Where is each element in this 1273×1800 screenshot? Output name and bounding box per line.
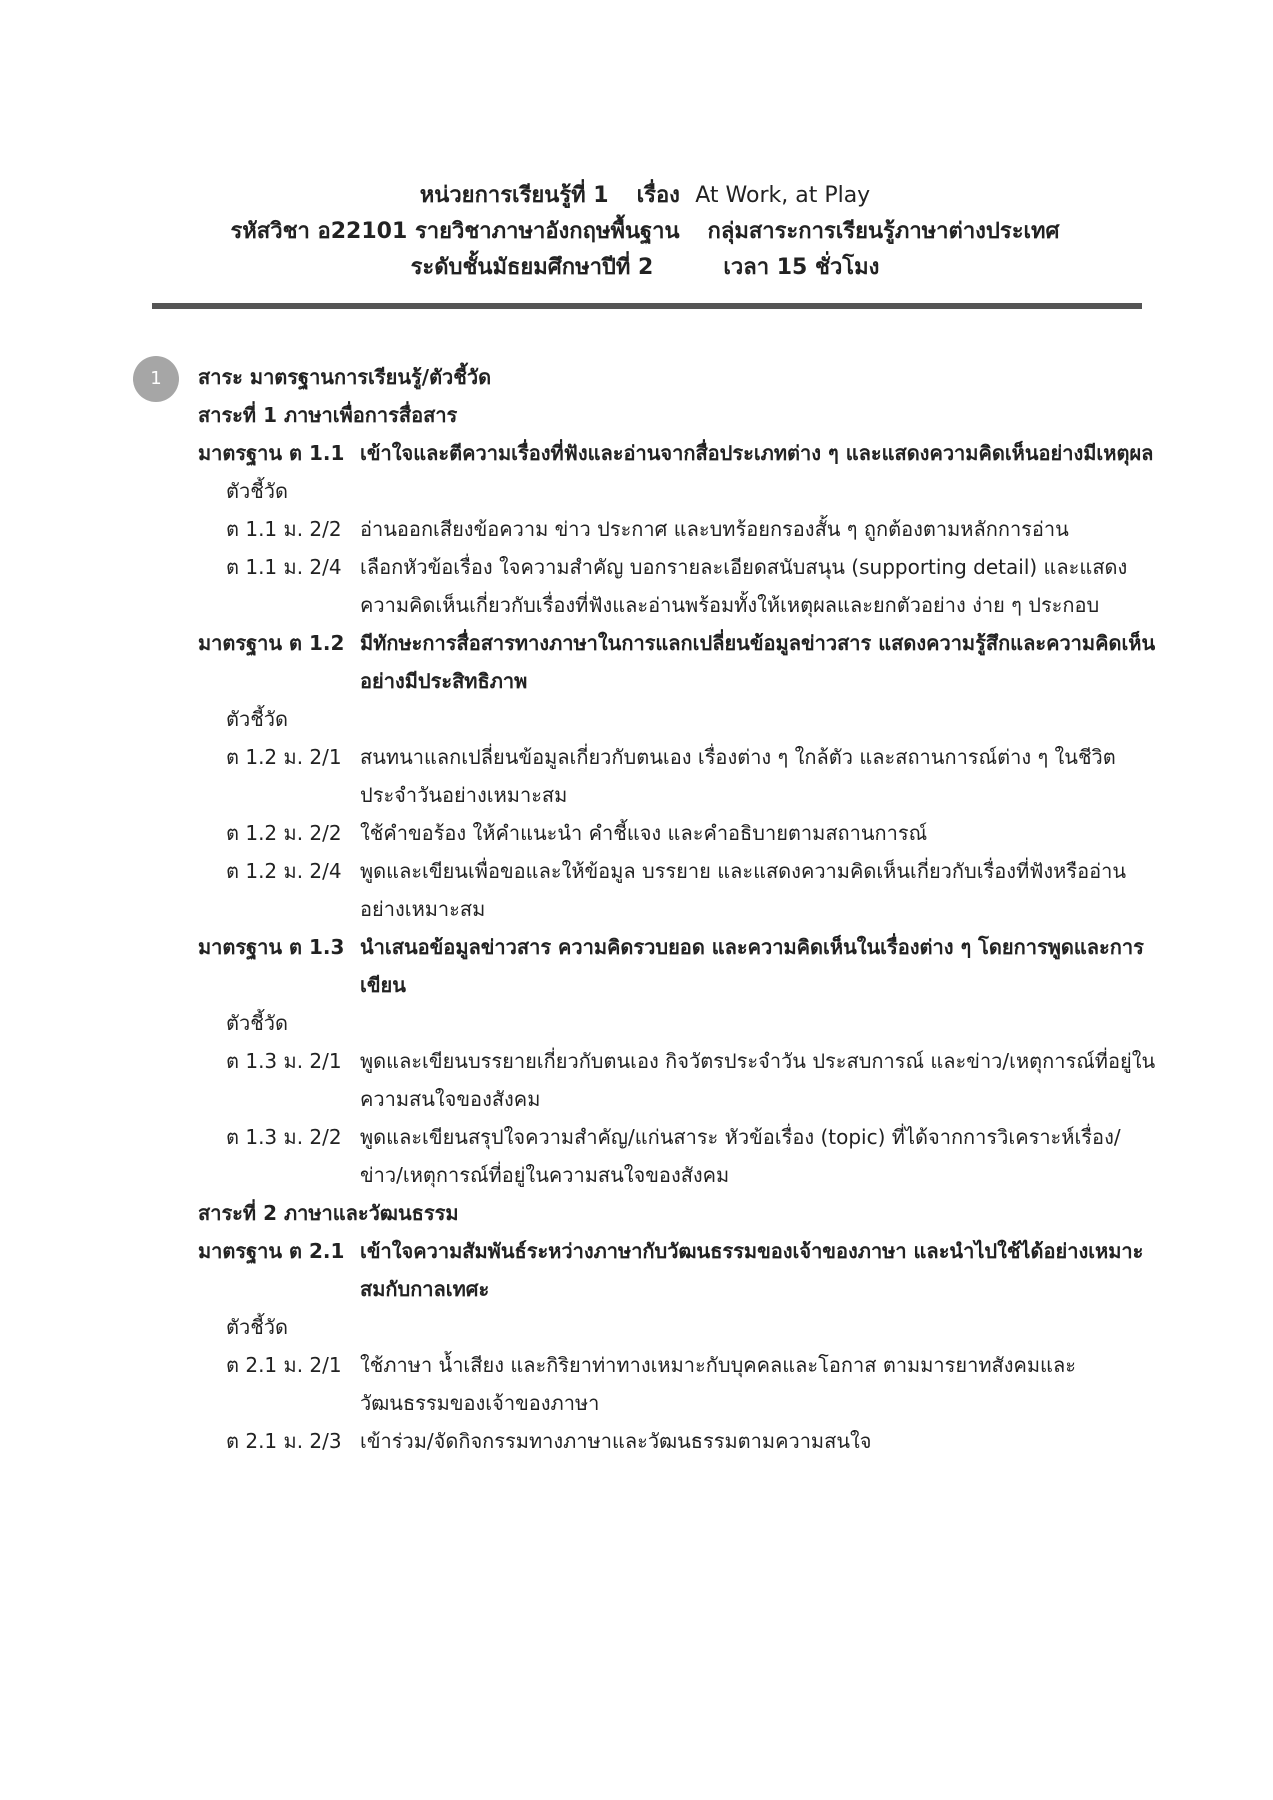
strand-title: สาระที่ 1 ภาษาเพื่อการสื่อสาร [198,403,458,427]
standard [198,1232,1158,1308]
indicator [198,548,1158,624]
level-line [150,250,1140,286]
indicator-code: ต 2.1 ม. 2/3 [226,1429,342,1453]
indicators-label: ตัวชี้วัด [226,1315,289,1339]
standard-text: เข้าใจความสัมพันธ์ระหว่างภาษากับวัฒนธรรมของเจ้าของภาษา และนำไปใช้ได้อย่างเหมาะสมกับกาลเทศะ [360,1239,1144,1301]
duration: เวลา 15 ชั่วโมง [723,255,880,280]
unit-label: หน่วยการเรียนรู้ที่ 1 [419,183,609,208]
indicators-label: ตัวชี้วัด [226,479,289,503]
indicator-code: ต 1.3 ม. 2/1 [226,1049,342,1073]
indicator [198,1042,1158,1118]
standard-code: มาตรฐาน ต 1.3 [198,935,345,959]
indicator-code: ต 1.3 ม. 2/2 [226,1125,342,1149]
indicator-text: เข้าร่วม/จัดกิจกรรมทางภาษาและวัฒนธรรมตามความสนใจ [360,1429,872,1453]
indicator-code: ต 1.1 ม. 2/2 [226,517,342,541]
standard [198,624,1158,700]
topic-name: At Work, at Play [695,183,871,208]
indicator-text: พูดและเขียนสรุปใจความสำคัญ/แก่นสาระ หัวข้อเรื่อง (topic) ที่ได้จากการวิเคราะห์เรื่อง/ข่าว/เหตุการณ์ที่อยู่ในความสนใจของสังคม [360,1125,1121,1187]
section-number-badge: 1 [133,356,179,402]
course-line [150,214,1140,250]
indicator [198,1118,1158,1194]
indicator-text: ใช้ภาษา น้ำเสียง และกิริยาท่าทางเหมาะกับบุคคลและโอกาส ตามมารยาทสังคมและวัฒนธรรมของเจ้าของภาษา [360,1353,1076,1415]
grade-level: ระดับชั้นมัธยมศึกษาปีที่ 2 [410,255,654,280]
indicator [198,814,1158,852]
indicator [198,1422,1158,1460]
indicator [198,1346,1158,1422]
standard [198,928,1158,1004]
unit-title-line [150,178,1140,214]
subject-group: กลุ่มสาระการเรียนรู้ภาษาต่างประเทศ [707,219,1060,244]
indicator-text: ใช้คำขอร้อง ให้คำแนะนำ คำชี้แจง และคำอธิบายตามสถานการณ์ [360,821,928,845]
indicator-text: เลือกหัวข้อเรื่อง ใจความสำคัญ บอกรายละเอียดสนับสนุน (supporting detail) และแสดงความคิดเห็นเกี่ยวกับเรื่องที่ฟังและอ่านพร้อมทั้งให้เหตุผลและยกตัวอย่าง ง่าย ๆ ประกอบ [360,555,1128,617]
standard-text: เข้าใจและตีความเรื่องที่ฟังและอ่านจากสื่อประเภทต่าง ๆ และแสดงความคิดเห็นอย่างมีเหตุผล [360,441,1154,465]
indicator-text: สนทนาแลกเปลี่ยนข้อมูลเกี่ยวกับตนเอง เรื่องต่าง ๆ ใกล้ตัว และสถานการณ์ต่าง ๆ ในชีวิตประจำวันอย่างเหมาะสม [360,745,1116,807]
indicator-text: พูดและเขียนบรรยายเกี่ยวกับตนเอง กิจวัตรประจำวัน ประสบการณ์ และข่าว/เหตุการณ์ที่อยู่ในความสนใจของสังคม [360,1049,1156,1111]
indicator [198,852,1158,928]
standard [198,434,1158,472]
indicator-text: พูดและเขียนเพื่อขอและให้ข้อมูล บรรยาย และแสดงความคิดเห็นเกี่ยวกับเรื่องที่ฟังหรืออ่านอย่างเหมาะสม [360,859,1127,921]
indicator-code: ต 1.2 ม. 2/4 [226,859,342,883]
indicator-code: ต 1.2 ม. 2/1 [226,745,342,769]
indicator [198,510,1158,548]
topic-label: เรื่อง [636,183,680,208]
standard-code: มาตรฐาน ต 1.2 [198,631,345,655]
indicator [198,738,1158,814]
section-title: สาระ มาตรฐานการเรียนรู้/ตัวชี้วัด [198,365,492,389]
indicator-code: ต 1.1 ม. 2/4 [226,555,342,579]
standard-code: มาตรฐาน ต 1.1 [198,441,345,465]
indicator-code: ต 1.2 ม. 2/2 [226,821,342,845]
indicators-label: ตัวชี้วัด [226,1011,289,1035]
standard-code: มาตรฐาน ต 2.1 [198,1239,345,1263]
indicators-label: ตัวชี้วัด [226,707,289,731]
header [150,178,1140,286]
indicator-code: ต 2.1 ม. 2/1 [226,1353,342,1377]
standard-text: นำเสนอข้อมูลข่าวสาร ความคิดรวบยอด และความคิดเห็นในเรื่องต่าง ๆ โดยการพูดและการเขียน [360,935,1144,997]
content [198,358,1158,1460]
course-code: รหัสวิชา อ22101 รายวิชาภาษาอังกฤษพื้นฐาน [230,219,680,244]
indicator-text: อ่านออกเสียงข้อความ ข่าว ประกาศ และบทร้อยกรองสั้น ๆ ถูกต้องตามหลักการอ่าน [360,517,1069,541]
header-divider [152,303,1142,309]
standard-text: มีทักษะการสื่อสารทางภาษาในการแลกเปลี่ยนข้อมูลข่าวสาร แสดงความรู้สึกและความคิดเห็นอย่างมีประสิทธิภาพ [360,631,1156,693]
strand-title: สาระที่ 2 ภาษาและวัฒนธรรม [198,1201,459,1225]
